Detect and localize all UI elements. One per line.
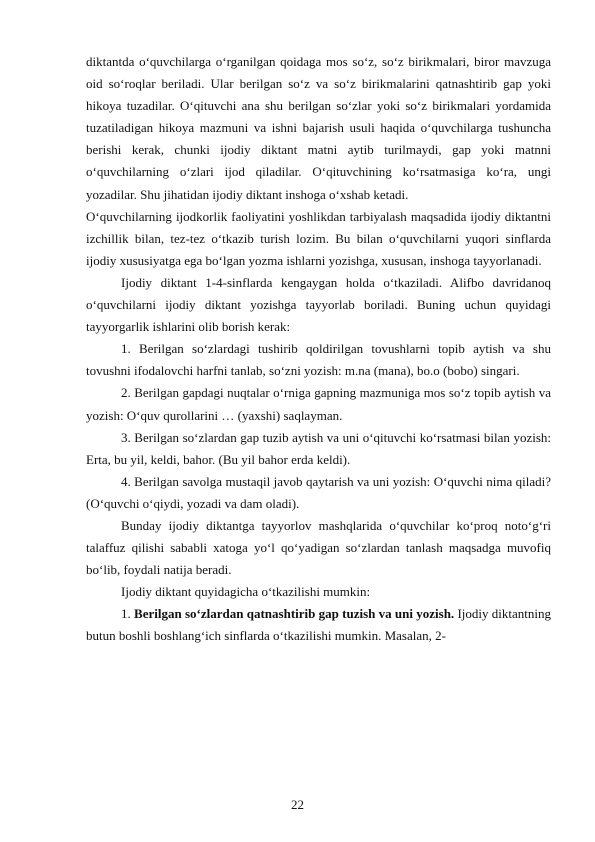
list-item-2: 2. Berilgan gapdagi nuqtalar o‘rniga gapning mazmuniga mos so‘z topib aytish va yozish: O‘quv qurollarini … (yaxshi) saqlayman.: [86, 385, 551, 423]
paragraph-2: O‘quvchilarning ijodkorlik faoliyatini yoshlikdan tarbiyalash maqsadida ijodiy diktantni izchillik bilan, tez-tez o‘tkazib turish lozim. Bu bilan o‘quvchilarni yuqori sinflarda ijodiy xususiyatga ega bo‘lgan yozma ishlarni yozishga, xususan, inshoga tayyorlanadi.: [86, 208, 551, 268]
page-body: [86, 51, 551, 648]
section-text: Ijodiy diktantning butun boshli boshlang‘ich sinflarda o‘tkazilishi mumkin. Masalan, 2-: [86, 606, 552, 644]
section-heading-bold: Berilgan so‘zlardan qatnashtirib gap tuzish va uni yozish.: [134, 606, 455, 622]
paragraph-8: Bunday ijodiy diktantga tayyorlov mashqlarida o‘quvchilar ko‘proq noto‘g‘ri talaffuz qilishi sababli xatoga yo‘l qo‘yadigan so‘zlardan tanlash maqsadga muvofiq bo‘lib, foydali natija beradi.: [86, 517, 551, 578]
list-item-1: 1. Berilgan so‘zlardagi tushirib qoldirilgan tovushlarni topib aytish va shu tovushni ifodalovchi harfni tanlab, so‘zni yozish: m.na (mana), bo.o (bobo) singari.: [86, 341, 551, 379]
paragraph-9: Ijodiy diktant quyidagicha o‘tkazilishi mumkin:: [121, 584, 371, 600]
list-item-3: 3. Berilgan so‘zlardan gap tuzib aytish va uni o‘qituvchi ko‘rsatmasi bilan yozish: Erta, bu yil, keldi, bahor. (Bu yil bahor erda keldi).: [86, 429, 551, 467]
page-number: 22: [291, 797, 304, 812]
paragraph-1: diktantda o‘quvchilarga o‘rganilgan qoidaga mos so‘z, so‘z birikmalari, biror mavzuga oid so‘roqlar beriladi. Ular berilgan so‘z va so‘z birikmalarini qatnashtirib gap yoki hikoya tuzadilar. O‘qituvchi ana shu berilgan so‘zlar yoki so‘z birikmalari yordamida tuzatiladigan hikoya mazmuni va ishni bajarish usuli haqida o‘quvchilarga tushuncha berishi kerak, chunki ijodiy diktant matni aytib turilmaydi, gap yoki matnni o‘quvchilarning o‘zlari ijod qiladilar. O‘qituvchining ko‘rsatmasiga ko‘ra, ungi yozadilar. Shu jihatidan ijodiy diktant inshoga o‘xshab ketadi.: [86, 54, 551, 202]
paragraph-3: Ijodiy diktant 1-4-sinflarda kengaygan holda o‘tkaziladi. Alifbo davridanoq o‘quvchilarni ijodiy diktant yozishga tayyorlab boriladi. Buning uchun quyidagi tayyorgarlik ishlarini olib borish kerak:: [86, 274, 551, 335]
numbered-section-1: [86, 603, 551, 647]
list-item-4: 4. Berilgan savolga mustaqil javob qaytarish va uni yozish: O‘quvchi nima qiladi? (O‘quvchi o‘qiydi, yozadi va dam oladi).: [86, 473, 551, 511]
section-number: 1.: [121, 606, 131, 622]
